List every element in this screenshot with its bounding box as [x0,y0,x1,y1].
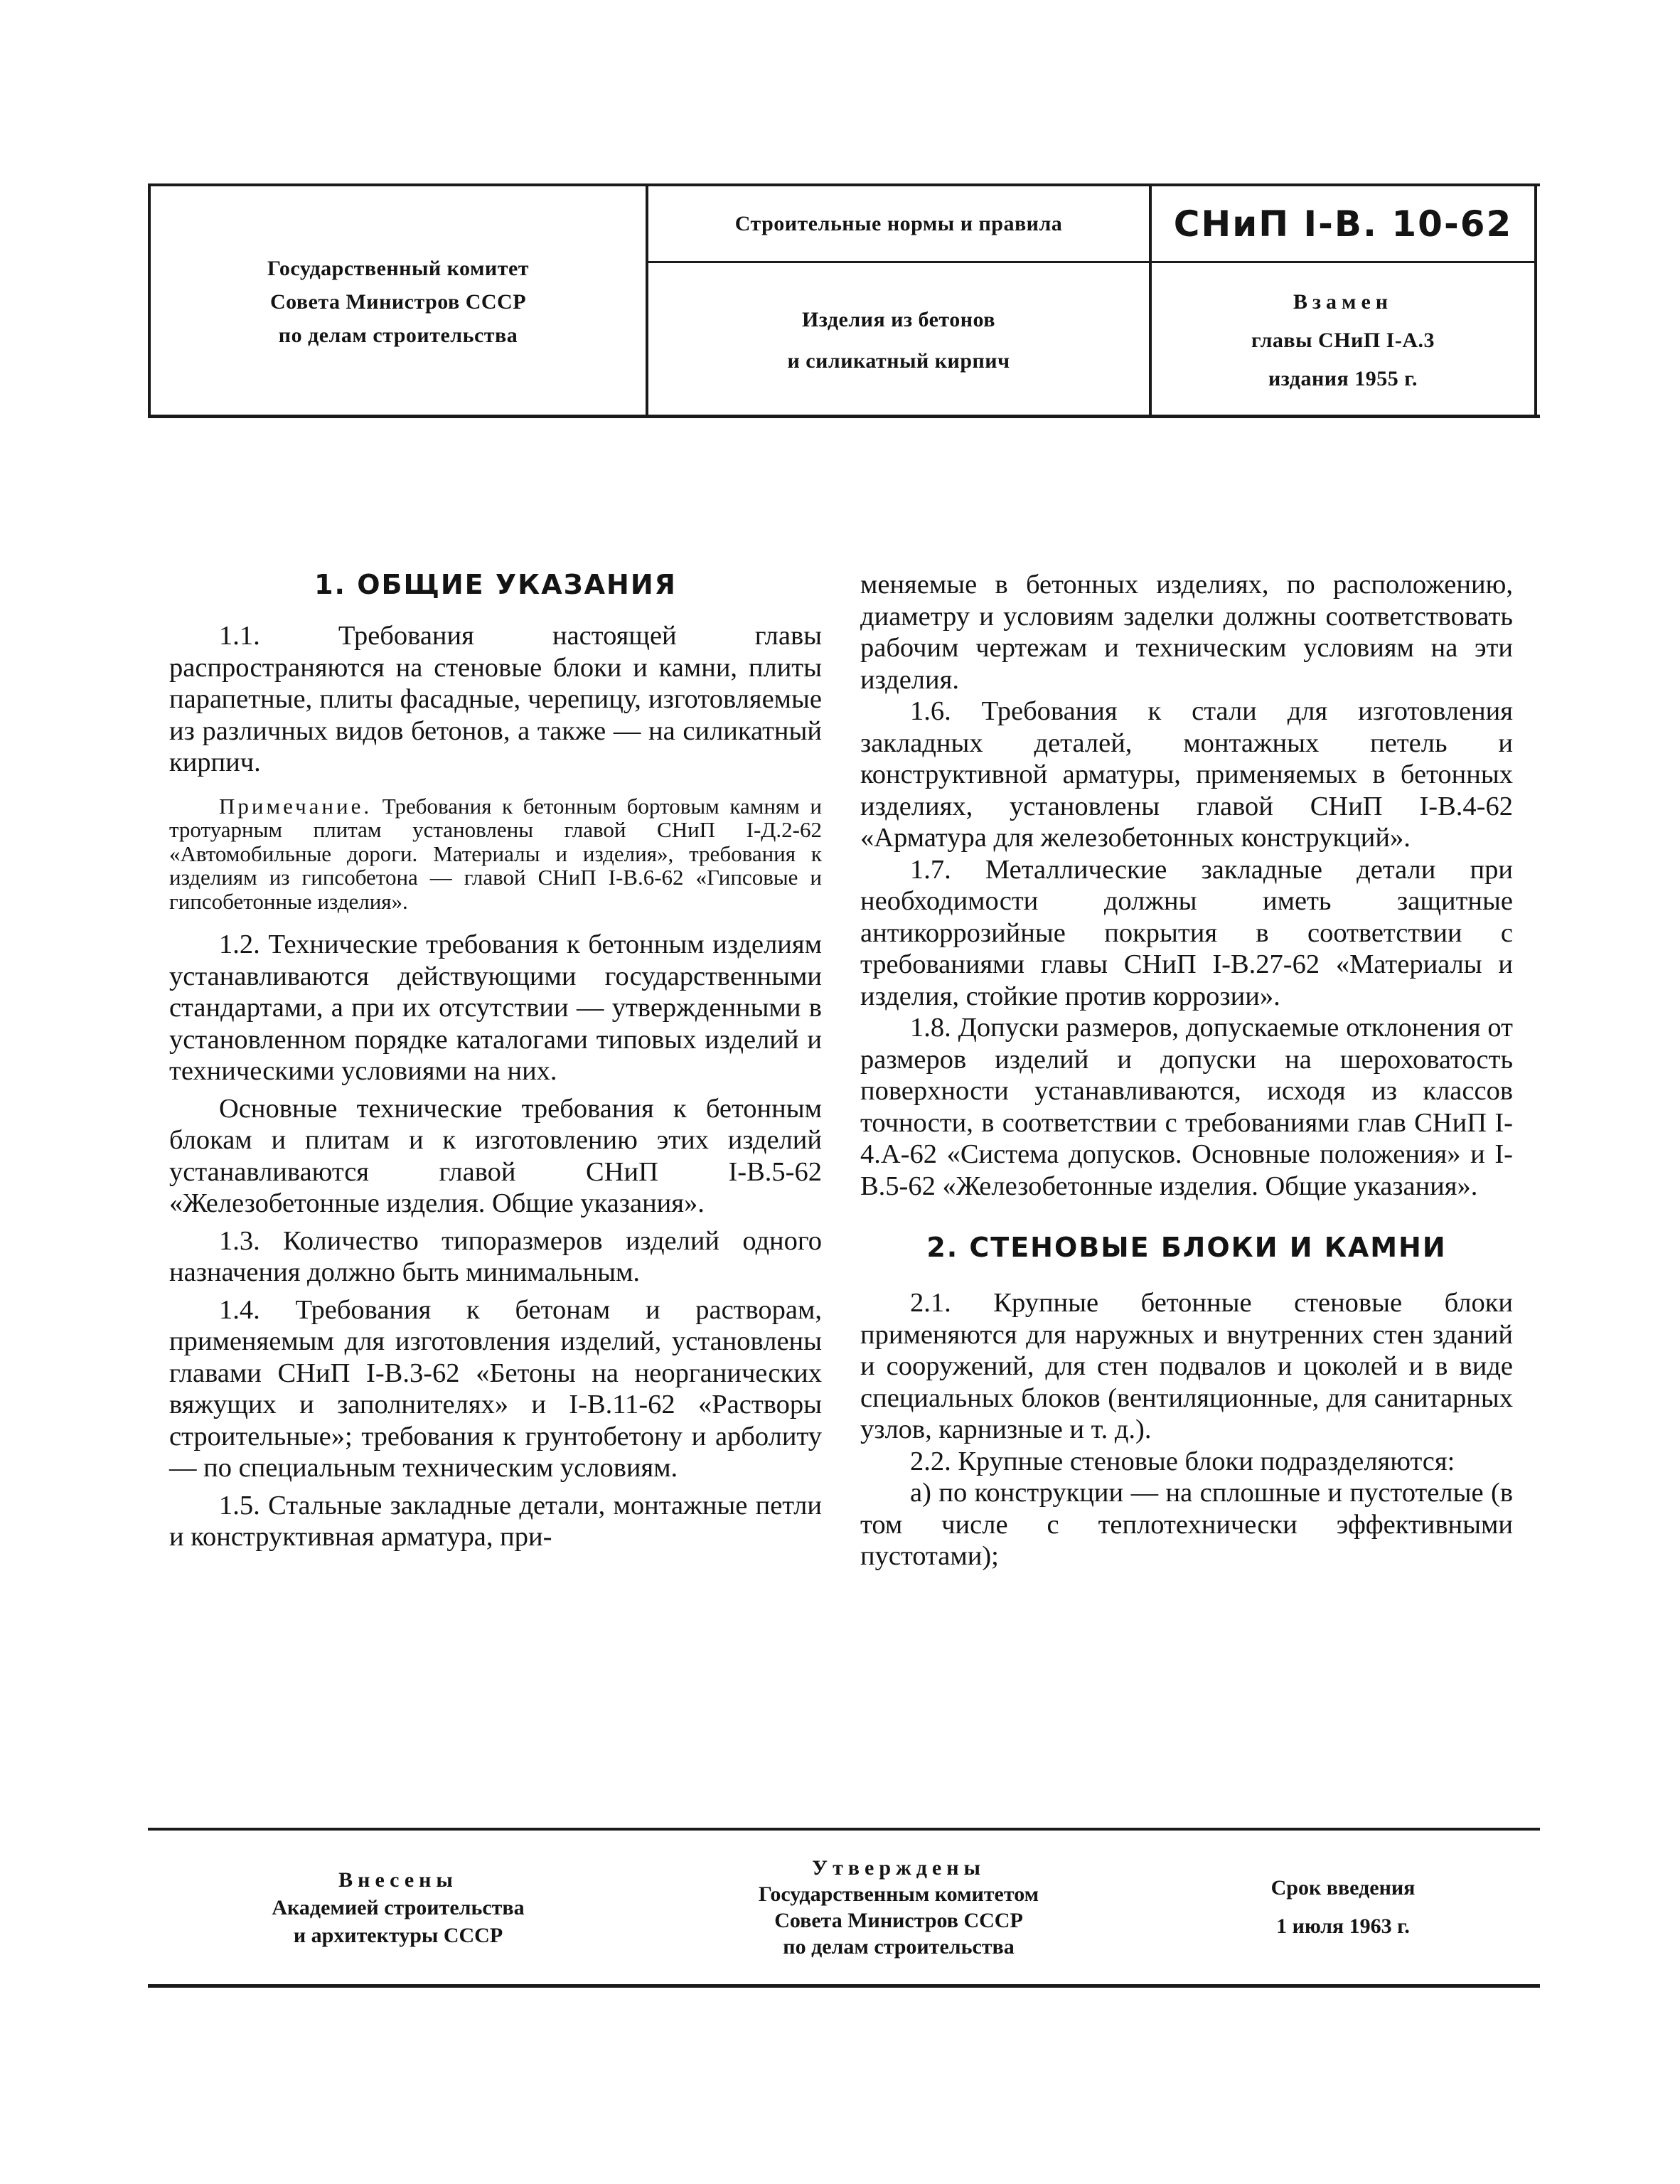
paragraph-1-5-continued: меняемые в бетонных изделиях, по расположению, диаметру и условиям заделки должны соответствовать рабочим чертежам и техническим условиям на эти изделия. [860,570,1513,695]
document-subject: Изделия из бетонов и силикатный кирпич [787,307,1010,373]
issuing-committee: Государственный комитет Совета Министров СССР по делам строительства [267,257,529,347]
replaces-note: Взамен главы СНиП I-А.3 издания 1955 г. [1251,289,1435,390]
footer-table [148,1828,1540,1988]
paragraph-1-6: 1.6. Требования к стали для изготовления закладных деталей, монтажных петель и конструктивной арматуры, применяемых в бетонных изделиях, установлены главой СНиП I-В.4-62 «Арматура для железобетонных конструкций». [860,696,1513,853]
effective-date: Срок введения 1 июля 1963 г. [1270,1876,1416,1938]
header-border-right [1534,186,1537,415]
introduced-by: Внесены Академией строительства и архитектуры СССР [272,1868,525,1947]
paragraph-2-1: 2.1. Крупные бетонные стеновые блоки применяются для наружных и внутренних стен зданий и сооружений, для стен подвалов и цоколей и в виде специальных блоков (вентиляционные, для санитарных узлов, карнизные и т. д.). [860,1288,1513,1444]
note-text: Требования к бетонным бортовым камням и тротуарным плитам установлены главой СНиП I-Д.2-62 «Автомобильные дороги. Материалы и изделия», требования к изделиям из гипсобетона — главой СНиП I-В.6-62 «Гипсовые и гипсобетонные изделия». [169,793,822,914]
paragraph-1-3: 1.3. Количество типоразмеров изделий одного назначения должно быть минимальным. [169,1225,822,1287]
note-label: Примечание. [219,793,373,819]
document-code: СНиП I-В. 10-62 [1173,203,1513,245]
paragraph-1-7: 1.7. Металлические закладные детали при необходимости должны иметь защитные антикоррозийные покрытия в соответствии с требованиями главы СНиП I-В.27-62 «Материалы и изделия, стойкие против коррозии». [860,854,1513,1011]
paragraph-2-2: 2.2. Крупные стеновые блоки подразделяются: [910,1446,1455,1476]
paragraph-1-2b: Основные технические требования к бетонным блокам и плитам и к изготовлению этих изделий устанавливаются главой СНиП I-В.5-62 «Железобетонные изделия. Общие указания». [169,1093,822,1218]
header-table [148,183,1540,418]
paragraph-1-4: 1.4. Требования к бетонам и растворам, применяемым для изготовления изделий, установлены главами СНиП I-В.3-62 «Бетоны на неорганических вяжущих и заполнителях» и I-В.11-62 «Растворы строительные»; требования к грунтобетону и арболиту — по специальным техническим условиям. [169,1294,822,1483]
approved-by: Утверждены Государственным комитетом Совета Министров СССР по делам строительства [758,1856,1039,1959]
paragraph-1-1: 1.1. Требования настоящей главы распространяются на стеновые блоки и камни, плиты парапетные, плиты фасадные, черепицу, изготовляемые из различных видов бетонов, а также — на силикатный кирпич. [169,621,822,777]
paragraph-2-2a: а) по конструкции — на сплошные и пустотелые (в том числе с теплотехнически эффективными пустотами); [860,1478,1513,1571]
note [169,794,822,914]
paragraph-1-5: 1.5. Стальные закладные детали, монтажные петли и конструктивная арматура, при- [169,1490,822,1552]
right-column [860,569,1513,1572]
left-column [169,569,822,1553]
paragraph-1-8: 1.8. Допуски размеров, допускаемые отклонения от размеров изделий и допуски на шероховатость поверхности устанавливаются, исходя из классов точности, в соответствии с требованиями глав СНиП I-4.А-62 «Система допусков. Основные положения» и I-В.5-62 «Железобетонные изделия. Общие указания». [860,1013,1513,1201]
section-2-title: 2. СТЕНОВЫЕ БЛОКИ И КАМНИ [926,1232,1447,1263]
section-1-title: 1. ОБЩИЕ УКАЗАНИЯ [314,569,677,600]
paragraph-1-2: 1.2. Технические требования к бетонным изделиям устанавливаются действующими государственными стандартами, а при их отсутствии — утвержденными в установленном порядке каталогами типовых изделий и техническими условиями на них. [169,929,822,1086]
norms-title: Строительные нормы и правила [734,212,1063,235]
